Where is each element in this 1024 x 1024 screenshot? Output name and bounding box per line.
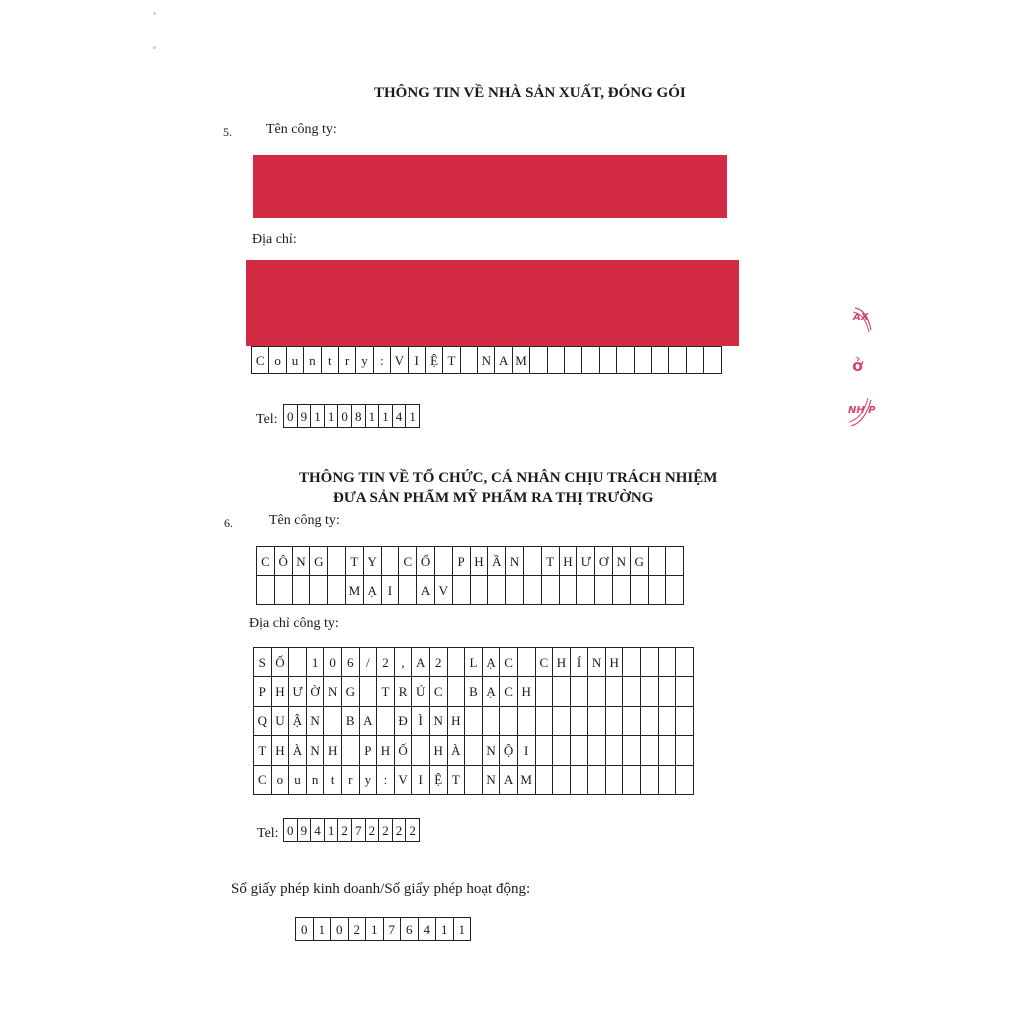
char-box: H xyxy=(559,547,577,576)
char-box: A xyxy=(359,706,377,735)
char-box: 2 xyxy=(338,819,352,842)
char-box: S xyxy=(254,648,272,677)
char-box xyxy=(588,706,606,735)
char-box: C xyxy=(252,347,269,374)
char-box: Ố xyxy=(271,648,289,677)
char-box: 4 xyxy=(392,405,406,428)
char-box: Đ xyxy=(394,706,412,735)
char-box xyxy=(570,765,588,794)
char-box: B xyxy=(465,677,483,706)
char-box: H xyxy=(377,736,395,765)
char-box xyxy=(523,576,541,605)
char-box xyxy=(535,677,553,706)
char-box: N xyxy=(506,547,524,576)
char-box xyxy=(623,648,641,677)
char-box: H xyxy=(470,547,488,576)
char-box xyxy=(553,765,571,794)
char-box: 0 xyxy=(331,918,349,941)
char-box xyxy=(381,547,399,576)
char-box: N xyxy=(306,736,324,765)
char-box: A xyxy=(495,347,512,374)
section-6-address-label: Địa chỉ công ty: xyxy=(249,616,339,631)
char-box: G xyxy=(630,547,648,576)
char-box xyxy=(605,736,623,765)
char-box: Í xyxy=(570,648,588,677)
char-box: 1 xyxy=(406,405,420,428)
char-box: T xyxy=(447,765,465,794)
grid-row xyxy=(257,547,684,576)
char-box: H xyxy=(271,677,289,706)
char-box: Y xyxy=(363,547,381,576)
char-box: 9 xyxy=(297,819,311,842)
section-6-company-grid xyxy=(256,546,684,605)
section-6-address-grid xyxy=(253,647,694,795)
char-box: M xyxy=(345,576,363,605)
char-box: , xyxy=(394,648,412,677)
char-box: G xyxy=(341,677,359,706)
char-box xyxy=(641,648,659,677)
section-6-title-line1: THÔNG TIN VỀ TỔ CHỨC, CÁ NHÂN CHỊU TRÁCH NHIỆM xyxy=(299,470,718,486)
char-box: A xyxy=(500,765,518,794)
char-box: 2 xyxy=(348,918,366,941)
char-box: t xyxy=(324,765,342,794)
char-box: Ố xyxy=(394,736,412,765)
char-box xyxy=(612,576,630,605)
char-box: r xyxy=(338,347,355,374)
char-box xyxy=(465,736,483,765)
char-box: V xyxy=(434,576,452,605)
char-box xyxy=(599,347,616,374)
char-box: C xyxy=(500,648,518,677)
char-box xyxy=(399,576,417,605)
char-box: M xyxy=(512,347,529,374)
char-box xyxy=(641,677,659,706)
char-box: N xyxy=(482,736,500,765)
char-box: n xyxy=(306,765,324,794)
char-box: Ú xyxy=(412,677,430,706)
grid-row xyxy=(252,347,722,374)
char-box: r xyxy=(341,765,359,794)
char-box: C xyxy=(429,677,447,706)
char-box xyxy=(634,347,651,374)
grid-row xyxy=(254,648,694,677)
char-box: N xyxy=(429,706,447,735)
char-box: Ổ xyxy=(417,547,435,576)
char-box: Ì xyxy=(412,706,430,735)
char-box: 1 xyxy=(306,648,324,677)
char-box: B xyxy=(341,706,359,735)
char-box: t xyxy=(321,347,338,374)
char-box xyxy=(676,648,694,677)
char-box: 2 xyxy=(379,819,393,842)
char-box xyxy=(506,576,524,605)
char-box xyxy=(328,547,346,576)
char-box xyxy=(553,736,571,765)
char-box xyxy=(559,576,577,605)
license-label: Số giấy phép kinh doanh/Số giấy phép hoạt động: xyxy=(231,881,531,897)
stamp-fragment: AX xyxy=(853,312,869,323)
char-box: G xyxy=(310,547,328,576)
char-box: P xyxy=(254,677,272,706)
char-box: 4 xyxy=(418,918,436,941)
char-box: Ậ xyxy=(289,706,307,735)
grid-row xyxy=(254,736,694,765)
char-box: : xyxy=(377,765,395,794)
char-box xyxy=(465,706,483,735)
char-box xyxy=(623,765,641,794)
char-box: 2 xyxy=(365,819,379,842)
char-box xyxy=(470,576,488,605)
char-box xyxy=(676,706,694,735)
char-box: Ệ xyxy=(429,765,447,794)
char-box: R xyxy=(394,677,412,706)
char-box: H xyxy=(271,736,289,765)
char-box: 1 xyxy=(366,918,384,941)
stamp-arc xyxy=(845,300,875,435)
char-box: I xyxy=(381,576,399,605)
char-box xyxy=(658,677,676,706)
char-box: 1 xyxy=(453,918,471,941)
grid-row xyxy=(296,918,471,941)
char-box: C xyxy=(535,648,553,677)
char-box: Q xyxy=(254,706,272,735)
char-box: N xyxy=(612,547,630,576)
char-box xyxy=(588,765,606,794)
char-box xyxy=(535,765,553,794)
char-box xyxy=(651,347,668,374)
char-box xyxy=(588,736,606,765)
char-box: C xyxy=(399,547,417,576)
char-box: 2 xyxy=(429,648,447,677)
char-box: 2 xyxy=(377,648,395,677)
char-box: Ờ xyxy=(306,677,324,706)
char-box xyxy=(588,677,606,706)
char-box: N xyxy=(292,547,310,576)
char-box: À xyxy=(289,736,307,765)
char-box: 2 xyxy=(406,819,420,842)
char-box xyxy=(704,347,721,374)
char-box: I xyxy=(408,347,425,374)
char-box xyxy=(482,706,500,735)
char-box: 1 xyxy=(379,405,393,428)
char-box: o xyxy=(271,765,289,794)
char-box xyxy=(553,677,571,706)
char-box xyxy=(359,677,377,706)
char-box: 1 xyxy=(365,405,379,428)
char-box xyxy=(570,706,588,735)
char-box xyxy=(310,576,328,605)
char-box: 6 xyxy=(401,918,419,941)
char-box xyxy=(289,648,307,677)
char-box xyxy=(623,706,641,735)
char-box xyxy=(447,677,465,706)
grid-row xyxy=(254,765,694,794)
char-box xyxy=(577,576,595,605)
char-box xyxy=(605,677,623,706)
char-box: : xyxy=(373,347,390,374)
char-box: T xyxy=(254,736,272,765)
char-box: Ạ xyxy=(482,677,500,706)
char-box xyxy=(541,576,559,605)
char-box xyxy=(523,547,541,576)
char-box: T xyxy=(541,547,559,576)
char-box xyxy=(582,347,599,374)
char-box: N xyxy=(306,706,324,735)
section-5-title: THÔNG TIN VỀ NHÀ SẢN XUẤT, ĐÓNG GÓI xyxy=(374,85,686,101)
section-6-tel-grid xyxy=(283,818,420,842)
char-box: V xyxy=(391,347,408,374)
char-box xyxy=(648,547,666,576)
section-6-title-line2: ĐƯA SẢN PHẨM MỸ PHẨM RA THỊ TRƯỜNG xyxy=(333,490,654,506)
section-5-company-label: Tên công ty: xyxy=(266,122,337,137)
char-box xyxy=(257,576,275,605)
char-box: I xyxy=(412,765,430,794)
grid-row xyxy=(257,576,684,605)
char-box xyxy=(617,347,634,374)
char-box: H xyxy=(605,648,623,677)
char-box: P xyxy=(359,736,377,765)
char-box: P xyxy=(452,547,470,576)
char-box: C xyxy=(254,765,272,794)
char-box: A xyxy=(412,648,430,677)
char-box xyxy=(666,547,684,576)
char-box xyxy=(565,347,582,374)
char-box xyxy=(641,765,659,794)
char-box xyxy=(676,736,694,765)
char-box xyxy=(676,677,694,706)
char-box xyxy=(676,765,694,794)
char-box xyxy=(324,706,342,735)
section-5-tel-grid xyxy=(283,404,420,428)
char-box: N xyxy=(324,677,342,706)
char-box: 6 xyxy=(341,648,359,677)
char-box: 0 xyxy=(296,918,314,941)
char-box: H xyxy=(517,677,535,706)
char-box: 1 xyxy=(324,819,338,842)
char-box: L xyxy=(465,648,483,677)
char-box: 1 xyxy=(311,405,325,428)
char-box: H xyxy=(324,736,342,765)
char-box: Ộ xyxy=(500,736,518,765)
char-box xyxy=(460,347,477,374)
char-box xyxy=(623,677,641,706)
char-box: y xyxy=(359,765,377,794)
char-box: C xyxy=(257,547,275,576)
section-5-address-label: Địa chỉ: xyxy=(252,232,297,247)
char-box: 0 xyxy=(284,819,298,842)
char-box: H xyxy=(429,736,447,765)
char-box: Ư xyxy=(577,547,595,576)
char-box xyxy=(570,677,588,706)
char-box xyxy=(686,347,703,374)
char-box xyxy=(274,576,292,605)
char-box: A xyxy=(417,576,435,605)
char-box: I xyxy=(517,736,535,765)
char-box: V xyxy=(394,765,412,794)
char-box xyxy=(377,706,395,735)
char-box xyxy=(666,576,684,605)
char-box: 1 xyxy=(324,405,338,428)
char-box xyxy=(623,736,641,765)
char-box: 4 xyxy=(311,819,325,842)
char-box xyxy=(658,736,676,765)
char-box: n xyxy=(304,347,321,374)
char-box: U xyxy=(271,706,289,735)
section-6-number: 6. xyxy=(224,516,233,530)
redacted-company-name xyxy=(253,155,727,218)
char-box: y xyxy=(356,347,373,374)
char-box: T xyxy=(443,347,460,374)
char-box xyxy=(535,736,553,765)
char-box: 1 xyxy=(313,918,331,941)
char-box xyxy=(570,736,588,765)
char-box: 1 xyxy=(436,918,454,941)
char-box: Ạ xyxy=(482,648,500,677)
char-box xyxy=(547,347,564,374)
char-box: T xyxy=(377,677,395,706)
char-box xyxy=(517,648,535,677)
char-box xyxy=(669,347,686,374)
section-5-number: 5. xyxy=(223,125,232,139)
char-box xyxy=(630,576,648,605)
char-box: M xyxy=(517,765,535,794)
char-box: 8 xyxy=(351,405,365,428)
char-box: H xyxy=(553,648,571,677)
char-box: Ạ xyxy=(363,576,381,605)
char-box: N xyxy=(588,648,606,677)
char-box: 2 xyxy=(392,819,406,842)
char-box: N xyxy=(478,347,495,374)
char-box xyxy=(500,706,518,735)
char-box: Ô xyxy=(274,547,292,576)
grid-row xyxy=(284,819,420,842)
char-box xyxy=(465,765,483,794)
char-box: Ệ xyxy=(425,347,442,374)
char-box xyxy=(605,765,623,794)
grid-row xyxy=(284,405,420,428)
char-box xyxy=(658,765,676,794)
char-box: Ơ xyxy=(595,547,613,576)
char-box: 7 xyxy=(383,918,401,941)
section-6-company-label: Tên công ty: xyxy=(269,513,340,528)
char-box: 0 xyxy=(324,648,342,677)
char-box: 0 xyxy=(284,405,298,428)
char-box xyxy=(530,347,547,374)
char-box xyxy=(434,547,452,576)
section-5-tel-label: Tel: xyxy=(256,412,278,427)
char-box: u xyxy=(286,347,303,374)
redacted-address xyxy=(246,260,739,346)
char-box: 9 xyxy=(297,405,311,428)
char-box: C xyxy=(500,677,518,706)
char-box xyxy=(535,706,553,735)
stamp-fragment: NH P xyxy=(848,405,876,416)
char-box: N xyxy=(482,765,500,794)
char-box xyxy=(658,648,676,677)
char-box: o xyxy=(269,347,286,374)
char-box: / xyxy=(359,648,377,677)
stamp-fragment: ở xyxy=(852,356,863,375)
char-box xyxy=(447,648,465,677)
char-box xyxy=(452,576,470,605)
char-box: H xyxy=(447,706,465,735)
char-box xyxy=(412,736,430,765)
char-box xyxy=(648,576,666,605)
grid-row xyxy=(254,706,694,735)
grid-row xyxy=(254,677,694,706)
char-box xyxy=(658,706,676,735)
char-box xyxy=(341,736,359,765)
char-box xyxy=(488,576,506,605)
char-box: À xyxy=(447,736,465,765)
char-box xyxy=(553,706,571,735)
char-box: u xyxy=(289,765,307,794)
char-box xyxy=(641,736,659,765)
char-box xyxy=(328,576,346,605)
char-box: Ư xyxy=(289,677,307,706)
char-box: 0 xyxy=(338,405,352,428)
section-6-tel-label: Tel: xyxy=(257,826,279,841)
char-box: T xyxy=(345,547,363,576)
section-5-country-grid xyxy=(251,346,722,374)
char-box xyxy=(517,706,535,735)
char-box xyxy=(605,706,623,735)
char-box xyxy=(595,576,613,605)
scan-speck xyxy=(153,46,156,49)
license-number-grid xyxy=(295,917,471,941)
char-box: 7 xyxy=(351,819,365,842)
scan-speck xyxy=(153,12,156,15)
char-box xyxy=(641,706,659,735)
char-box: Ầ xyxy=(488,547,506,576)
char-box xyxy=(292,576,310,605)
